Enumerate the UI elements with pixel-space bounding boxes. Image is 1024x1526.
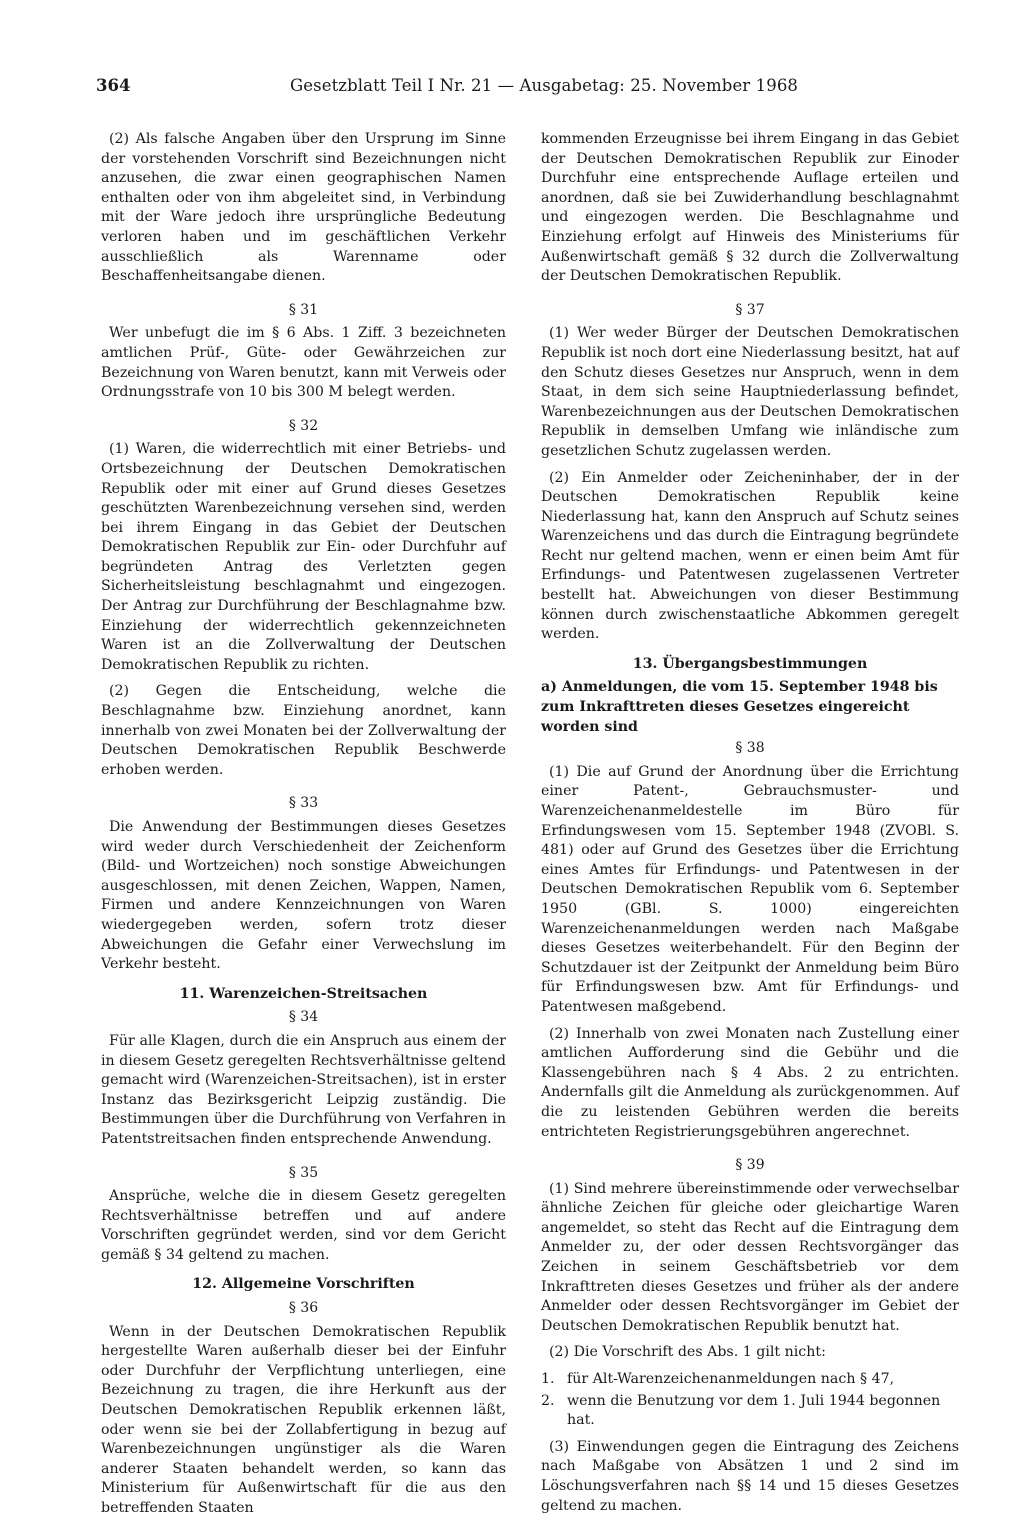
section-31-heading: § 31 [288,301,319,318]
chapter-13-heading: 13. Übergangsbestimmungen [632,655,868,672]
list-item-number: 1. [541,1371,555,1388]
paragraph-38-1: (1) Die auf Grund der Anordnung über die Errichtung einer Patent-, Gebrauchsmuster- und Warenzeichenanmeldestelle im Büro für Erfindungswesen vom 15. September 1948 (ZVOBl. S. 481) oder auf Grund des Gesetzes über die Errichtung eines Amtes für Erfindungs- und Patentwesen in der Deutschen Demokratischen Republik vom 6. September 1950 (GBl. S. 1000) eingereichten Warenzeichenanmeldungen werden nach Maßgabe dieses Gesetzes weiterbehandelt. Für den Beginn der Schutzdauer ist der Zeitpunkt der Anmeldung beim Büro für Erfindungswesen bzw. Amt für Erfindungs- und Patentwesen maßgebend. [541,763,959,1015]
paragraph-31: Wer unbefugt die im § 6 Abs. 1 Ziff. 3 bezeichneten amtlichen Prüf-, Güte- oder Gewährzeichen zur Bezeichnung von Waren benutzt, kann mit Verweis oder Ordnungsstrafe von 10 bis 300 M belegt werden. [101,325,506,401]
paragraph-34: Für alle Klagen, durch die ein Anspruch aus einem der in diesem Gesetz geregelten Rechtsverhältnisse geltend gemacht wird (Warenzeichen-Streitsachen), ist in erster Instanz das Bezirksgericht Leipzig zuständig. Die Bestimmungen über die Durchführung von Verfahren in Patentstreitsachen finden entsprechende Anwendung. [101,1032,506,1147]
paragraph-30-2: (2) Als falsche Angaben über den Ursprung im Sinne der vorstehenden Vorschrift sind Bezeichnungen nicht anzusehen, die zwar einen geographischen Namen enthalten oder von ihm abgeleitet sind, in Verbindung mit der Ware jedoch ihre ursprüngliche Bedeutung verloren haben und im geschäftlichen Verkehr ausschließlich als Warenname oder Beschaffenheitsangabe dienen. [101,131,506,285]
paragraph-32-1: (1) Waren, die widerrechtlich mit einer Betriebs- und Ortsbezeichnung der Deutschen Demokratischen Republik oder mit einer auf Grund dieses Gesetzes geschützten Warenbezeichnung versehen sind, werden bei ihrem Eingang in das Gebiet der Deutschen Demokratischen Republik zur Ein- oder Durchfuhr auf begründeten Antrag des Verletzten gegen Sicherheitsleistung beschlagnahmt und eingezogen. Der Antrag zur Durchführung der Beschlagnahme bzw. Einziehung der widerrechtlich gekennzeichneten Waren ist an die Zollverwaltung der Deutschen Demokratischen Republik zu richten. [101,441,506,673]
section-34-heading: § 34 [288,1009,319,1026]
section-35-heading: § 35 [288,1164,319,1181]
paragraph-35: Ansprüche, welche die in diesem Gesetz geregelten Rechtsverhältnisse betreffen und auf andere Vorschriften gegründet werden, sind vor dem Gericht gemäß § 34 geltend zu machen. [101,1188,506,1263]
section-39-heading: § 39 [735,1157,765,1174]
chapter-11-heading: 11. Warenzeichen-Streitsachen [179,985,428,1002]
chapter-12-heading: 12. Allgemeine Vorschriften [192,1276,415,1293]
list-item [541,1392,959,1431]
paragraph-36: Wenn in der Deutschen Demokratischen Republik hergestellte Waren außerhalb dieser bei der Einfuhr oder Durchfuhr der Verpflichtung unterliegen, eine Bezeichnung zu tragen, die ihre Herkunft aus der Deutschen Demokratischen Republik erkennen läßt, oder wenn sie bei der Zollabfertigung in bezug auf Warenbezeichnungen ungünstiger als die Waren anderer Staaten behandelt werden, so kann das Ministerium für Außenwirtschaft für die aus den betreffenden Staaten [101,1323,506,1516]
section-32-heading: § 32 [288,417,319,434]
paragraph-33: Die Anwendung der Bestimmungen dieses Gesetzes wird weder durch Verschiedenheit der Zeichenform (Bild- und Wortzeichen) noch sonstige Abweichungen ausgeschlossen, mit denen Zeichen, Wappen, Namen, Firmen und andere Kennzeichnungen von Waren wiedergegeben werden, sofern trotz dieser Abweichungen die Gefahr einer Verwechslung im Verkehr besteht. [101,819,506,973]
section-37-heading: § 37 [735,301,765,318]
section-33-heading: § 33 [288,795,319,812]
right-column [541,130,959,1523]
list-item-text: für Alt-Warenzeichenanmeldungen nach § 47, [567,1371,895,1388]
left-column [101,130,506,1526]
running-title: Gesetzblatt Teil I Nr. 21 — Ausgabetag: 25. November 1968 [290,76,799,95]
list-item-text: wenn die Benutzung vor dem 1. Juli 1944 begonnen hat. [567,1392,941,1429]
paragraph-36-continued: kommenden Erzeugnisse bei ihrem Eingang in das Gebiet der Deutschen Demokratischen Republik zur Einoder Durchfuhr eine entsprechende Auflage erteilen und anordnen, daß sie bei Zuwiderhandlung beschlagnahmt und eingezogen werden. Die Beschlagnahme und Einziehung erfolgt auf Hinweis des Ministeriums für Außenwirtschaft gemäß § 32 durch die Zollverwaltung der Deutschen Demokratischen Republik. [541,131,959,285]
page-number: 364 [96,76,131,95]
paragraph-37-1: (1) Wer weder Bürger der Deutschen Demokratischen Republik ist noch dort eine Niederlassung besitzt, hat auf den Schutz dieses Gesetzes nur Anspruch, wenn in dem Staat, in dem sich seine Hauptniederlassung befindet, Warenbezeichnungen aus der Deutschen Demokratischen Republik in demselben Umfang wie inländische zum gesetzlichen Schutz zugelassen werden. [541,325,959,459]
paragraph-37-2: (2) Ein Anmelder oder Zeicheninhaber, der in der Deutschen Demokratischen Republik keine Niederlassung hat, kann den Anspruch auf Schutz seines Warenzeichens und das durch die Eintragung begründete Recht nur geltend machen, wenn er einen beim Amt für Erfindungs- und Patentwesen zugelassenen Vertreter bestellt hat. Abweichungen von dieser Bestimmung können durch zwischenstaatliche Abkommen geregelt werden. [541,469,959,643]
list-item [541,1370,959,1390]
paragraph-39-1: (1) Sind mehrere übereinstimmende oder verwechselbar ähnliche Zeichen für gleiche oder gleichartige Waren angemeldet, so steht das Recht auf die Eintragung dem Anmelder zu, der oder dessen Rechtsvorgänger das Zeichen in seinem Geschäftsbetrieb vor dem Inkrafttreten dieses Gesetzes und früher als der andere Anmelder oder dessen Rechtsvorgänger im Gebiet der Deutschen Demokratischen Republik benutzt hat. [541,1180,959,1334]
list-item-number: 2. [541,1392,555,1409]
paragraph-32-2: (2) Gegen die Entscheidung, welche die Beschlagnahme bzw. Einziehung anordnet, kann innerhalb von zwei Monaten bei der Zollverwaltung der Deutschen Demokratischen Republik Beschwerde erhoben werden. [101,683,506,778]
paragraph-38-2: (2) Innerhalb von zwei Monaten nach Zustellung einer amtlichen Aufforderung sind die Gebühr und die Klassengebühren nach § 4 Abs. 2 zu entrichten. Andernfalls gilt die Anmeldung als zurückgenommen. Auf die zu leistenden Gebühren werden die bereits entrichteten Registrierungsgebühren angerechnet. [541,1025,959,1140]
paragraph-39-3: (3) Einwendungen gegen die Eintragung des Zeichens nach Maßgabe von Absätzen 1 und 2 sind im Löschungsverfahren nach §§ 14 und 15 dieses Gesetzes geltend zu machen. [541,1438,959,1514]
section-38-heading: § 38 [735,740,765,757]
paragraph-39-2: (2) Die Vorschrift des Abs. 1 gilt nicht: [549,1344,826,1361]
subchapter-a-heading: a) Anmeldungen, die vom 15. September 1948 bis zum Inkrafttreten dieses Gesetzes eingereicht worden sind [541,679,938,735]
page-header [96,76,968,102]
section-36-heading: § 36 [288,1300,319,1317]
